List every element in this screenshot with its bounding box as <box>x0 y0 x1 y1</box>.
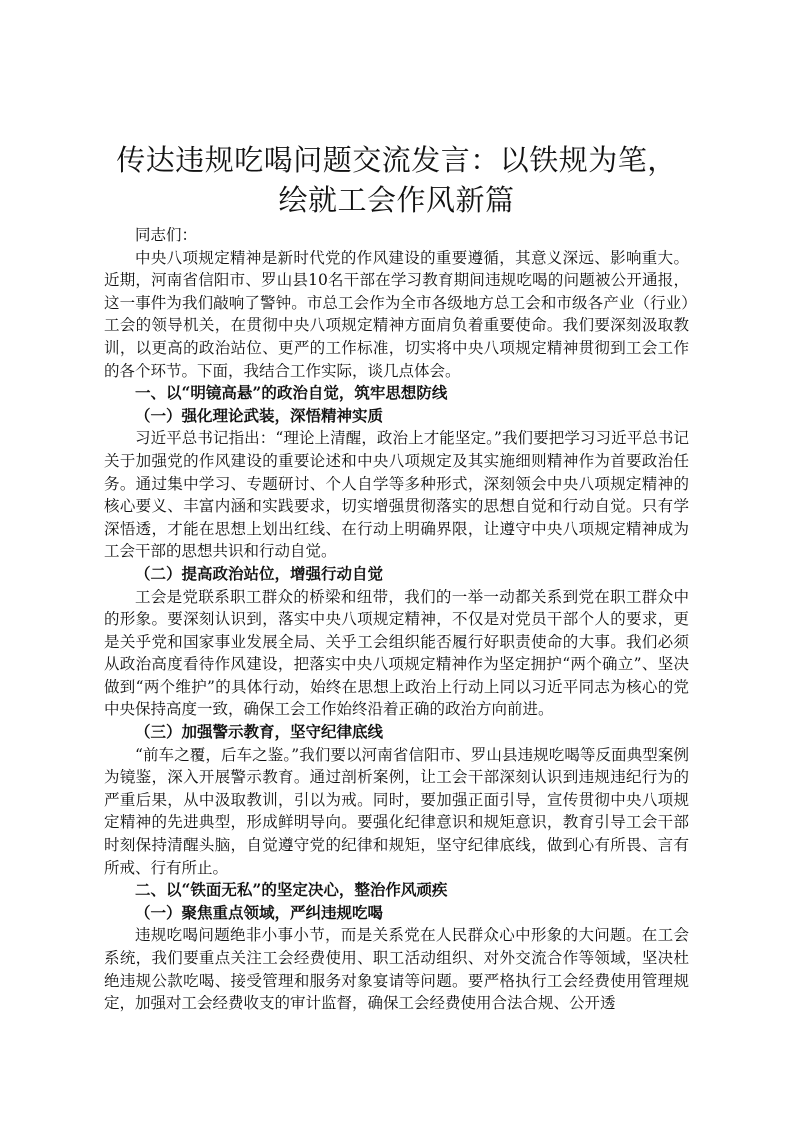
salutation: 同志们： <box>135 226 198 244</box>
section-1-1-heading: （一）强化理论武装，深悟精神实质 <box>135 405 384 425</box>
section-1-2-heading: （二）提高政治站位，增强行动自觉 <box>135 563 384 583</box>
intro-paragraph: 中央八项规定精神是新时代党的作风建设的重要遵循，其意义深远、影响重大。近期，河南省信阳市、罗山县10名干部在学习教育期间违规吃喝的问题被公开通报，这一事件为我们敲响了警钟。市总工会作为全市各级地方总工会和市级各产业（行业）工会的领导机关，在贯彻中央八项规定精神方面肩负着重要使命。我们要深刻汲取教训，以更高的政治站位、更严的工作标准，切实将中央八项规定精神贯彻到工会工作的各个环节。下面，我结合工作实际，谈几点体会。 <box>104 248 689 380</box>
section-2-heading: 二、以“铁面无私”的坚定决心，整治作风顽疾 <box>135 880 448 900</box>
section-1-1-paragraph: 习近平总书记指出：“理论上清醒，政治上才能坚定。”我们要把学习习近平总书记关于加强党的作风建设的重要论述和中央八项规定及其实施细则精神作为首要政治任务。通过集中学习、专题研讨、个人自学等多种形式，深刻领会中央八项规定精神的核心要义、丰富内涵和实践要求，切实增强贯彻落实的思想自觉和行动自觉。只有学深悟透，才能在思想上划出红线、在行动上明确界限，让遵守中央八项规定精神成为工会干部的思想共识和行动自觉。 <box>104 429 689 561</box>
section-1-heading: 一、以“明镜高悬”的政治自觉，筑牢思想防线 <box>135 383 448 403</box>
document-title: 传达违规吃喝问题交流发言：以铁规为笔，绘就工会作风新篇 <box>116 143 677 217</box>
section-2-1-paragraph: 违规吃喝问题绝非小事小节，而是关系党在人民群众心中形象的大问题。在工会系统，我们要重点关注工会经费使用、职工活动组织、对外交流合作等领域，坚决杜绝违规公款吃喝、接受管理和服务对象宴请等问题。要严格执行工会经费使用管理规定，加强对工会经费收支的审计监督，确保工会经费使用合法合规、公开透 <box>104 926 689 1013</box>
section-1-3-heading: （三）加强警示教育，坚守纪律底线 <box>135 722 384 742</box>
section-1-3-paragraph: “前车之覆，后车之鉴。”我们要以河南省信阳市、罗山县违规吃喝等反面典型案例为镜鉴，深入开展警示教育。通过剖析案例，让工会干部深刻认识到违规违纪行为的严重后果，从中汲取教训，引以为戒。同时，要加强正面引导，宣传贯彻中央八项规定精神的先进典型，形成鲜明导向。要强化纪律意识和规矩意识，教育引导工会干部时刻保持清醒头脑，自觉遵守党的纪律和规矩，坚守纪律底线，做到心有所畏、言有所戒、行有所止。 <box>104 745 689 877</box>
section-1-2-paragraph: 工会是党联系职工群众的桥梁和纽带，我们的一举一动都关系到党在职工群众中的形象。要深刻认识到，落实中央八项规定精神，不仅是对党员干部个人的要求，更是关乎党和国家事业发展全局、关乎工会组织能否履行好职责使命的大事。我们必须从政治高度看待作风建设，把落实中央八项规定精神作为坚定拥护“两个确立”、坚决做到“两个维护”的具体行动，始终在思想上政治上行动上同以习近平同志为核心的党中央保持高度一致，确保工会工作始终沿着正确的政治方向前进。 <box>104 587 689 719</box>
section-2-1-heading: （一）聚焦重点领域，严纠违规吃喝 <box>135 902 384 922</box>
